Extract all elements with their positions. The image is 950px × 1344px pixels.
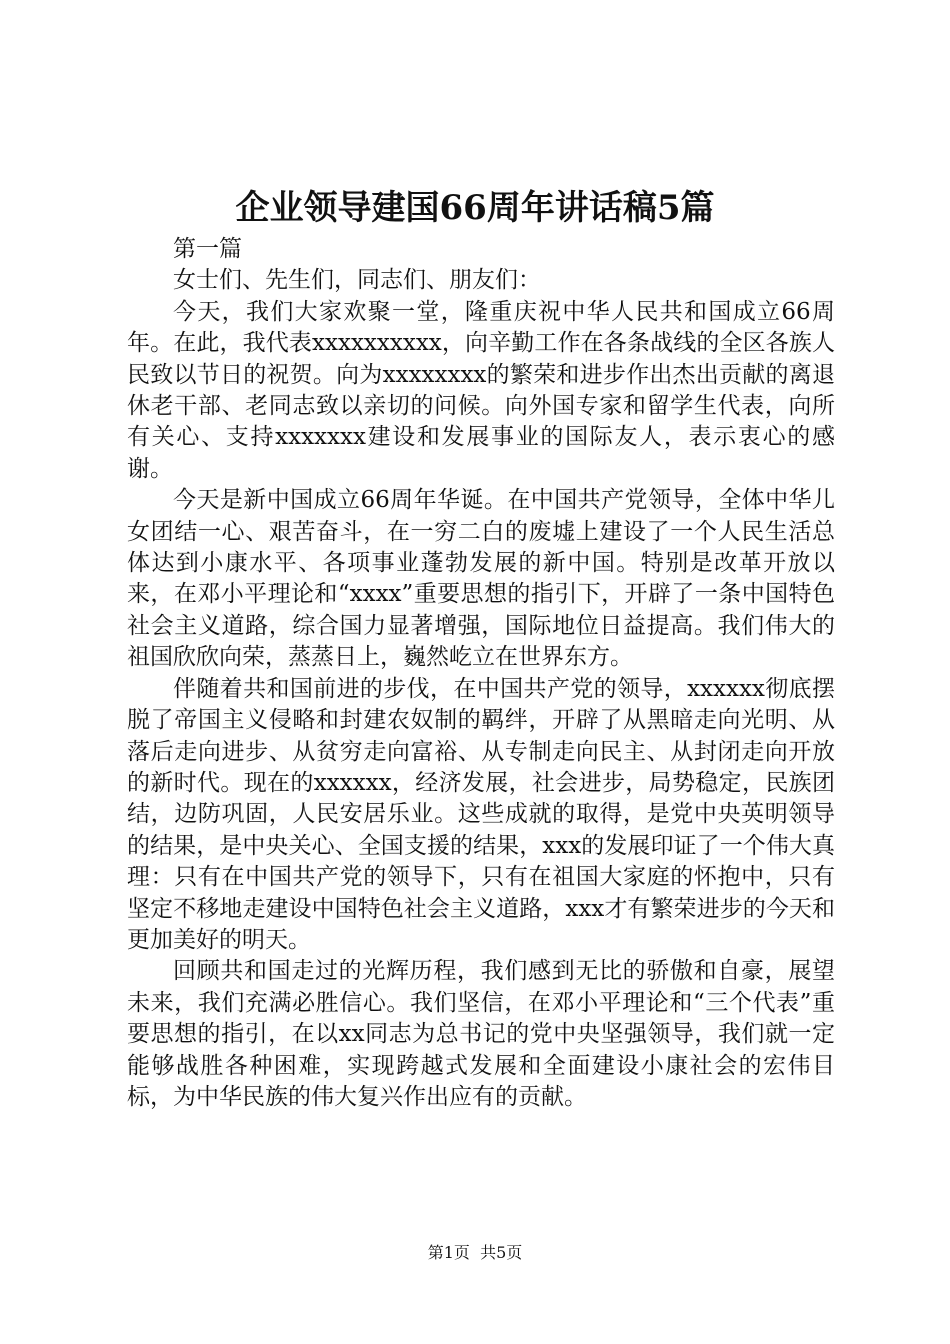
body-paragraph: 伴随着共和国前进的步伐，在中国共产党的领导，xxxxxx彻底摆脱了帝国主义侵略和封建农奴制的羁绊，开辟了从黑暗走向光明、从落后走向进步、从贫穷走向富裕、从专制走向民主、从封闭走向开放的新时代。现在的xxxxxx，经济发展，社会进步，局势稳定，民族团结，边防巩固，人民安居乐业。这些成就的取得，是党中央英明领导的结果，是中央关心、全国支援的结果，xxx的发展印证了一个伟大真理：只有在中国共产党的领导下，只有在祖国大家庭的怀抱中，只有坚定不移地走建设中国特色社会主义道路，xxx才有繁荣进步的今天和更加美好的明天。 [127,675,835,953]
body-paragraph: 今天，我们大家欢聚一堂，隆重庆祝中华人民共和国成立66周年。在此，我代表xxxxxxxxxx，向辛勤工作在各条战线的全区各族人民致以节日的祝贺。向为xxxxxxxx的繁荣和进步作出杰出贡献的离退休老干部、老同志致以亲切的问候。向外国专家和留学生代表，向所有关心、支持xxxxxxx建设和发展事业的国际友人，表示衷心的感谢。 [127,298,835,482]
body-paragraph: 今天是新中国成立66周年华诞。在中国共产党领导，全体中华儿女团结一心、艰苦奋斗，在一穷二白的废墟上建设了一个人民生活总体达到小康水平、各项事业蓬勃发展的新中国。特别是改革开放以来，在邓小平理论和“xxxx”重要思想的指引下，开辟了一条中国特色社会主义道路，综合国力显著增强，国际地位日益提高。我们伟大的祖国欣欣向荣，蒸蒸日上，巍然屹立在世界东方。 [127,487,835,671]
document-title: 企业领导建国66周年讲话稿5篇 [235,188,715,228]
document-body [127,234,835,1113]
page-number-footer: 第1页 共5页 [427,1243,523,1262]
section-heading: 第一篇 [173,236,242,262]
body-paragraph: 回顾共和国走过的光辉历程，我们感到无比的骄傲和自豪，展望未来，我们充满必胜信心。我们坚信，在邓小平理论和“三个代表”重要思想的指引，在以xx同志为总书记的党中央坚强领导，我们就一定能够战胜各种困难，实现跨越式发展和全面建设小康社会的宏伟目标，为中华民族的伟大复兴作出应有的贡献。 [127,958,835,1110]
salutation: 女士们、先生们，同志们、朋友们： [173,267,541,294]
